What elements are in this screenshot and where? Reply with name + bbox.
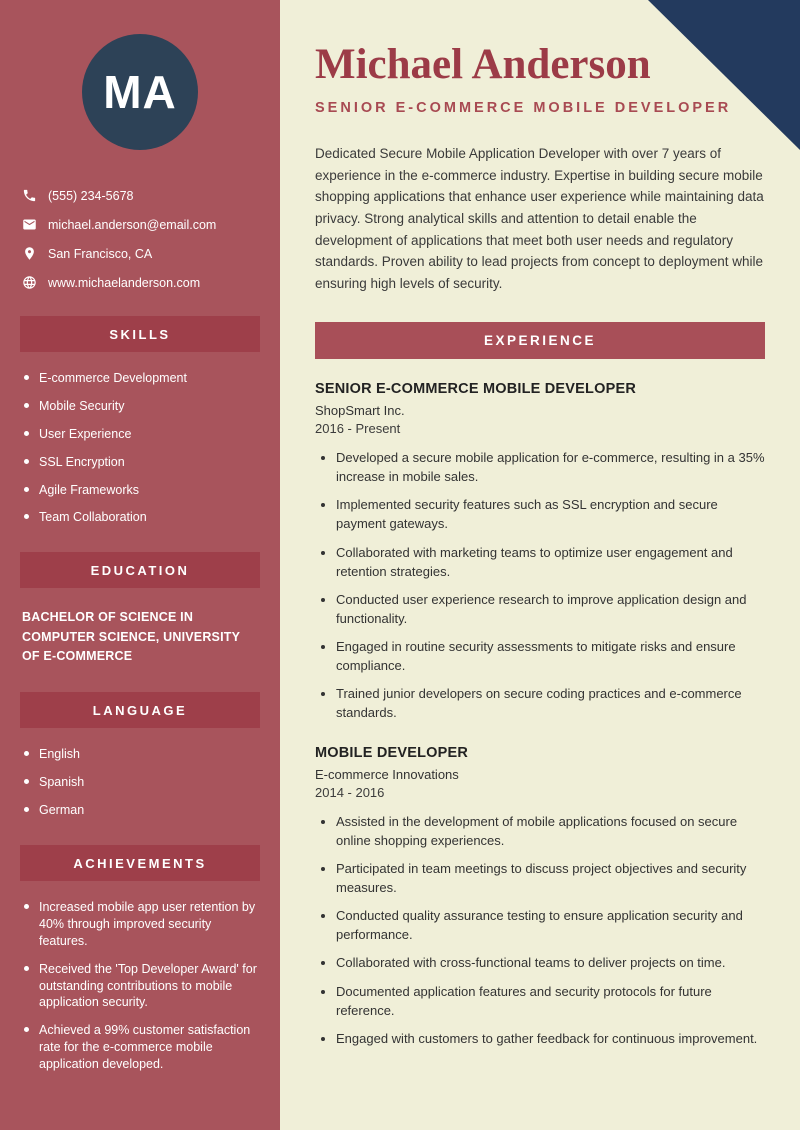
avatar-initials: MA [103, 66, 177, 118]
education-text: BACHELOR OF SCIENCE IN COMPUTER SCIENCE, UNIVERSITY OF E-COMMERCE [22, 610, 240, 663]
job-bullet: • Assisted in the development of mobile applications focused on secure online shopping experiences. [336, 813, 765, 851]
bullet-dot-icon [24, 514, 29, 519]
job-bullet: • Collaborated with marketing teams to optimize user engagement and retention strategies. [336, 544, 765, 582]
experience-header-label: EXPERIENCE [483, 333, 597, 349]
job-section-2 [315, 745, 765, 1049]
contact-location: San Francisco, CA [48, 246, 153, 261]
job-dates: 2014 - 2016 [315, 784, 385, 800]
skill-label: Mobile Security [39, 398, 125, 413]
person-name: Michael Anderson [315, 41, 651, 88]
globe-icon [22, 275, 37, 290]
language-item [24, 746, 262, 763]
skill-item [24, 398, 262, 415]
skills-section-header [20, 316, 260, 352]
achievements-header-label: ACHIEVEMENTS [73, 855, 207, 871]
bullet-dot-icon [24, 751, 29, 756]
contact-row-email [22, 217, 280, 232]
achievement-label: Received the 'Top Developer Award' for outstanding contributions to mobile application security. [39, 961, 257, 1010]
skill-item [24, 370, 262, 387]
sidebar [0, 0, 280, 1130]
language-section-header [20, 692, 260, 728]
location-pin-icon [22, 246, 37, 261]
job-dates: 2016 - Present [315, 421, 401, 437]
achievements-section-header [20, 845, 260, 881]
bullet-dot-icon [24, 904, 29, 909]
job-bullet: • Implemented security features such as SSL encryption and secure payment gateways. [336, 496, 765, 534]
main-content [280, 0, 800, 1130]
achievements-list [0, 899, 280, 1073]
bullet-dot-icon [24, 403, 29, 408]
job-bullet: • Conducted user experience research to improve application design and functionality. [336, 591, 765, 629]
achievement-label: Achieved a 99% customer satisfaction rate for the e-commerce mobile application developed. [39, 1023, 251, 1071]
person-title: SENIOR E-COMMERCE MOBILE DEVELOPER [315, 100, 732, 117]
language-item [24, 802, 262, 819]
skill-item [24, 454, 262, 471]
language-header-label: LANGUAGE [92, 702, 188, 718]
language-label: English [39, 747, 80, 762]
language-label: German [39, 803, 85, 818]
job-title: MOBILE DEVELOPER [315, 744, 469, 761]
contact-list [22, 188, 280, 290]
skill-label: Team Collaboration [39, 510, 147, 525]
bullet-dot-icon [24, 966, 29, 971]
experience-section-header [315, 322, 765, 359]
job-bullet: • Documented application features and security protocols for future reference. [336, 983, 765, 1021]
bullet-dot-icon [24, 487, 29, 492]
achievement-item [24, 1022, 262, 1073]
bullet-dot-icon [24, 779, 29, 784]
avatar [82, 34, 198, 150]
bullet-dot-icon [24, 459, 29, 464]
achievement-item [24, 899, 262, 950]
contact-row-phone [22, 188, 280, 203]
job-section-1 [315, 381, 765, 723]
contact-phone: (555) 234-5678 [48, 188, 134, 203]
language-item [24, 774, 262, 791]
phone-icon [22, 188, 37, 203]
skills-header-label: SKILLS [109, 326, 171, 342]
summary-text: Dedicated Secure Mobile Application Developer with over 7 years of experience in the e-commerce industry. Expertise in building secure mobile shopping applications that enhance user experience while maintaining data privacy. Strong analytical skills and attention to detail enable the development of applications that meet both user needs and regulatory standards. Proven ability to lead projects from concept to deployment while ensuring high levels of security. [315, 146, 764, 291]
email-icon [22, 217, 37, 232]
job-bullet: • Engaged in routine security assessments to mitigate risks and ensure compliance. [336, 638, 765, 676]
bullet-dot-icon [24, 431, 29, 436]
bullet-dot-icon [24, 1027, 29, 1032]
bullet-dot-icon [24, 375, 29, 380]
job-company: ShopSmart Inc. [315, 403, 405, 419]
job-bullet: • Developed a secure mobile application for e-commerce, resulting in a 35% increase in mobile sales. [336, 449, 765, 487]
language-label: Spanish [39, 775, 85, 790]
achievement-item [24, 961, 262, 1012]
skill-item [24, 509, 262, 526]
contact-row-location [22, 246, 280, 261]
skills-list [0, 370, 280, 526]
skill-label: SSL Encryption [39, 454, 125, 469]
bullet-dot-icon [24, 807, 29, 812]
education-section-header [20, 552, 260, 588]
job-bullet: • Engaged with customers to gather feedback for continuous improvement. [336, 1030, 765, 1049]
skill-item [24, 482, 262, 499]
education-header-label: EDUCATION [90, 562, 190, 578]
job-bullet: • Participated in team meetings to discuss project objectives and security measures. [336, 860, 765, 898]
job-bullets [315, 449, 765, 723]
contact-email: michael.anderson@email.com [48, 217, 217, 232]
skill-label: Agile Frameworks [39, 482, 140, 497]
job-bullet: • Trained junior developers on secure coding practices and e-commerce standards. [336, 685, 765, 723]
job-company: E-commerce Innovations [315, 766, 459, 782]
skill-label: User Experience [39, 426, 132, 441]
job-bullets [315, 813, 765, 1049]
language-list [0, 746, 280, 819]
job-bullet: • Collaborated with cross-functional teams to deliver projects on time. [336, 954, 765, 973]
job-bullet: • Conducted quality assurance testing to ensure application security and performance. [336, 907, 765, 945]
skill-label: E-commerce Development [39, 371, 187, 385]
contact-row-website [22, 275, 280, 290]
skill-item [24, 426, 262, 443]
contact-website: www.michaelanderson.com [48, 275, 201, 290]
achievement-label: Increased mobile app user retention by 40% through improved security features. [39, 900, 256, 948]
job-title: SENIOR E-COMMERCE MOBILE DEVELOPER [315, 381, 636, 398]
